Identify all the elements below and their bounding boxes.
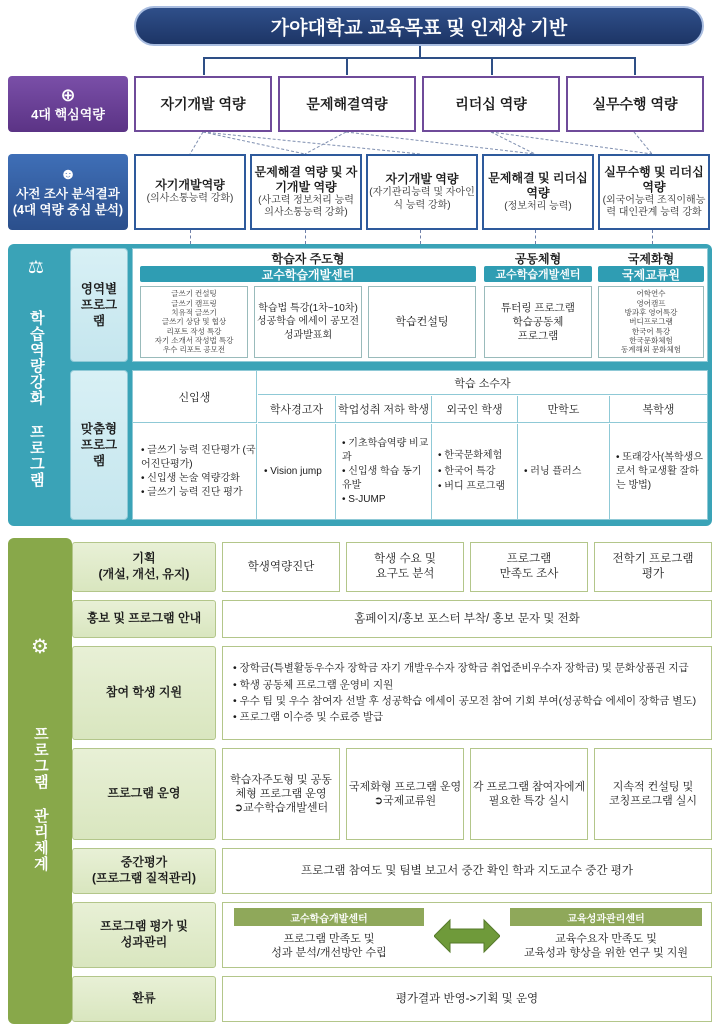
dashed-connectors: [0, 132, 718, 154]
support-item: • 장학금(특별활동우수자 장학금 자기 개발우수자 장학금 취업준비우수자 장학금) 및 문화상품권 지급: [233, 660, 696, 676]
survey-item: [598, 154, 710, 230]
management-side-label-wrap: [8, 538, 72, 1024]
category-title: 국제화형: [627, 251, 675, 266]
midterm-text: 프로그램 참여도 및 팀별 보고서 중간 확인 학과 지도교수 중간 평가: [222, 848, 712, 894]
warning-items-cell: [258, 424, 336, 519]
planning-label: 기획 (개설, 개선, 유지): [72, 542, 216, 592]
self-led-programs-middle: 학습법 특강(1차~10차) 성공학습 에세이 공모전 성과발표회: [254, 286, 362, 358]
survey-item-sub: (사고력 정보처리 능력 의사소통능력 강화): [258, 194, 354, 218]
survey-item-title: 자기개발역량: [155, 178, 225, 193]
support-label: 참여 학생 지원: [72, 646, 216, 740]
category-center: 국제교류원: [598, 266, 704, 282]
head-icon: ☻: [59, 166, 77, 184]
connector-line: [203, 57, 636, 59]
freshman-item: • 신입생 논술 역량강화: [141, 472, 256, 486]
self-led-programs-right: 학습컨설팅: [368, 286, 476, 358]
subhead-warning: 학사경고자: [258, 396, 336, 423]
freshman-header: 신입생: [133, 371, 257, 423]
subhead-late-learner: 만학도: [518, 396, 610, 423]
returning-item: • 또래강사(복학생으로서 학교생활 잘하는 방법): [616, 451, 707, 493]
subhead-low-performance: 학업성취 저하 학생: [336, 396, 432, 423]
custom-program-label: 맞춤형 프로그램: [70, 370, 128, 520]
support-item: • 우수 팀 및 우수 참여자 선발 후 성공학습 에세이 공모전 참여 기회 부여(성공학습 에세이 장학금 별도): [233, 693, 696, 709]
returning-items-cell: [610, 424, 707, 519]
midterm-label: 중간평가 (프로그램 질적관리): [72, 848, 216, 894]
survey-item-sub: (외국어능력 조직이해능력 대인관계 능력 강화: [602, 194, 706, 218]
low-performance-items-cell: [336, 424, 432, 519]
page-title: 가야대학교 교육목표 및 인재상 기반: [134, 6, 704, 46]
support-area: [222, 646, 712, 740]
self-led-programs-list: 글쓰기 컨설팅 글쓰기 캠프링 치유적 글쓰기 글쓰기 상담 및 협상 리포트 작성 특강 자기 소개서 작성법 특강 우수 리포트 공모전: [140, 286, 248, 358]
foreign-item: • 버디 프로그램: [438, 479, 505, 495]
survey-label: [8, 154, 128, 230]
dotted-connector: [652, 230, 653, 244]
low-performance-item: • 기초학습역량 비교과: [342, 437, 431, 465]
survey-item-sub: (의사소통능력 강화): [146, 193, 234, 205]
learning-side-label-wrap: [8, 244, 64, 526]
survey-item-title: 실무수행 및 리더십역량: [604, 164, 704, 194]
survey-item: [482, 154, 594, 230]
connector-line: [203, 57, 205, 75]
scale-icon: ⚖: [27, 256, 45, 277]
planning-box: 프로그램 만족도 조사: [470, 542, 588, 592]
low-performance-item: • S-JUMP: [342, 493, 431, 507]
evaluation-right-center: 교육성과관리센터: [510, 908, 702, 926]
evaluation-left-text: 프로그램 만족도 및 성과 분석/개선방안 수립: [271, 932, 387, 959]
warning-item: • Vision jump: [264, 464, 322, 480]
support-item: • 학생 공동체 프로그램 운영비 지원: [233, 677, 696, 693]
planning-box: 학생역량진단: [222, 542, 340, 592]
connector-line: [346, 57, 348, 75]
foreign-item: • 한국어 특강: [438, 464, 505, 480]
evaluation-right-text: 교육수요자 만족도 및 교육성과 향상을 위한 연구 및 지원: [523, 932, 689, 959]
evaluation-label: 프로그램 평가 및 성과관리: [72, 902, 216, 968]
subhead-returning: 복학생: [610, 396, 707, 423]
management-side-label: 프로그램 관리체계: [31, 725, 49, 872]
global-programs-list: 어학연수 영어캠프 방과후 영어특강 버디프로그램 한국어 특강 한국문화체험 동계해외 문화체험: [598, 286, 704, 358]
area-program-label: 영역별 프로그램: [70, 248, 128, 362]
dotted-connector: [190, 230, 191, 244]
promotion-text: 홈페이지/홍보 포스터 부착/ 홍보 문자 및 전화: [222, 600, 712, 638]
core-item-leadership: 리더십 역량: [422, 76, 560, 132]
category-center: 교수학습개발센터: [140, 266, 476, 282]
survey-item-sub: (자기관리능력 및 자아인식 능력 강화): [369, 187, 475, 211]
operation-box: 국제화형 프로그램 운영 ➲국제교류원: [346, 748, 464, 840]
learning-side-label: 학습역량강화 프로그램: [27, 309, 45, 488]
core-item-problem-solving: 문제해결역량: [278, 76, 416, 132]
target-icon: ⊕: [60, 84, 76, 105]
survey-item-title: 자기개발 역량: [385, 172, 459, 186]
late-learner-items-cell: [518, 424, 610, 519]
foreign-items-cell: [432, 424, 518, 519]
category-title: 공동체형: [514, 251, 562, 266]
survey-item: [134, 154, 246, 230]
dotted-connector: [420, 230, 421, 244]
minority-header: 학습 소수자: [258, 371, 707, 395]
late-learner-item: • 러닝 플러스: [524, 464, 581, 480]
operation-box: 지속적 컨설팅 및 코칭프로그램 실시: [594, 748, 712, 840]
evaluation-left-center: 교수학습개발센터: [234, 908, 424, 926]
feedback-text: 평가결과 반영->기획 및 운영: [222, 976, 712, 1022]
promotion-label: 홍보 및 프로그램 안내: [72, 600, 216, 638]
core-item-self-development: 자기개발 역량: [134, 76, 272, 132]
connector-line: [491, 57, 493, 75]
dotted-connector: [305, 230, 306, 244]
planning-box: 전학기 프로그램 평가: [594, 542, 712, 592]
double-arrow-icon: [434, 918, 500, 954]
operation-box: 학습자주도형 및 공동체형 프로그램 운영 ➲교수학습개발센터: [222, 748, 340, 840]
core-label-text: 4대 핵심역량: [31, 106, 105, 122]
foreign-item: • 한국문화체험: [438, 448, 505, 464]
survey-item: [250, 154, 362, 230]
flowchart-icon: ⚙: [31, 635, 49, 658]
community-programs: 튜터링 프로그램 학습공동체 프로그램: [484, 286, 592, 358]
core-competency-label: [8, 76, 128, 132]
dotted-connector: [535, 230, 536, 244]
operation-box: 각 프로그램 참여자에게 필요한 특강 실시: [470, 748, 588, 840]
freshman-items-cell: [133, 424, 257, 519]
core-item-practical: 실무수행 역량: [566, 76, 704, 132]
survey-item: [366, 154, 478, 230]
survey-label-line2: (4대 역량 중심 분석): [12, 203, 124, 218]
operation-label: 프로그램 운영: [72, 748, 216, 840]
low-performance-item: • 신입생 학습 동기 유발: [342, 465, 431, 493]
survey-item-sub: (정보처리 능력): [504, 200, 572, 212]
freshman-item: • 글쓰기 능력 진단 평가: [141, 486, 256, 500]
survey-label-line1: 사전 조사 분석결과: [16, 187, 120, 202]
support-item: • 프로그램 이수증 및 수료증 발급: [233, 709, 696, 725]
connector-line: [634, 57, 636, 75]
category-title: 학습자 주도형: [271, 251, 345, 266]
feedback-label: 환류: [72, 976, 216, 1022]
survey-item-title: 문제해결 및 리더십 역량: [488, 170, 588, 200]
survey-item-title: 문제해결 역량 및 자기개발 역량: [254, 164, 358, 194]
planning-box: 학생 수요 및 요구도 분석: [346, 542, 464, 592]
category-center: 교수학습개발센터: [484, 266, 592, 282]
subhead-foreign: 외국인 학생: [432, 396, 518, 423]
freshman-item: • 글쓰기 능력 진단평가 (국어진단평가): [141, 444, 256, 472]
